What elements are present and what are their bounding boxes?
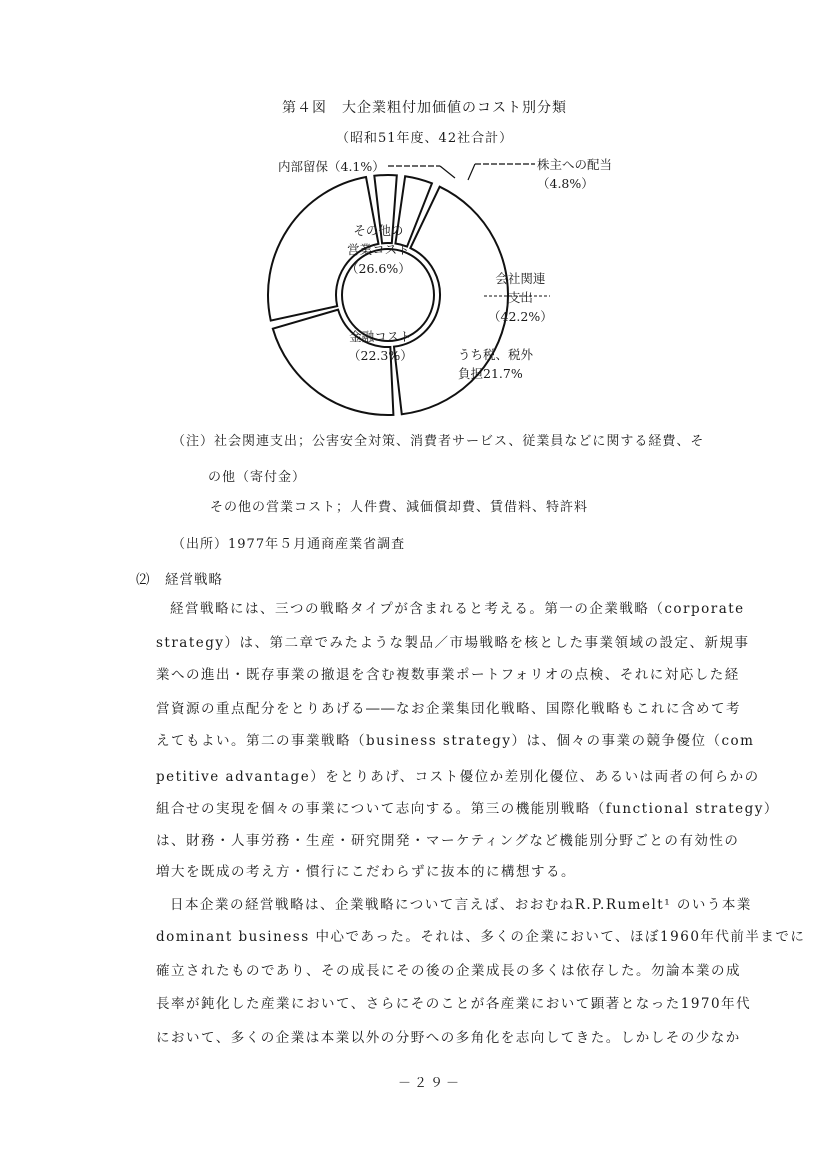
body-line: petitive advantage）をとりあげ、コスト優位か差別化優位、あるいは両者の何らかの bbox=[156, 769, 760, 785]
label-tax-annotation: うち税、税外 負担21.7% bbox=[458, 347, 534, 381]
body-line: 日本企業の経営戦略は、企業戦略について言えば、おおむねR.P.Rumelt¹ のいう本業 bbox=[170, 897, 752, 913]
body-line: dominant business 中心であった。それは、多くの企業において、ほぼ1960年代前半までに bbox=[156, 929, 806, 945]
body-line: strategy）は、第二章でみたような製品／市場戦略を核とした事業領域の設定、新規事 bbox=[156, 635, 750, 651]
body-line: 確立されたものであり、その成長にその後の企業成長の多くは依存した。勿論本業の成 bbox=[156, 963, 741, 979]
section-title: 経営戦略 bbox=[165, 572, 223, 588]
label-other-operating: その他の 営業コスト （26.6%） bbox=[346, 223, 411, 276]
figure-title: 第４図 大企業粗付加価値のコスト別分類 bbox=[282, 100, 567, 116]
body-line: 経営戦略には、三つの戦略タイプが含まれると考える。第一の企業戦略（corporate bbox=[170, 601, 745, 617]
leader-line-retained-tail bbox=[440, 166, 455, 178]
section-number: ⑵ bbox=[136, 572, 151, 588]
body-line: 増大を既成の考え方・慣行にこだわらずに抜本的に構想する。 bbox=[156, 864, 576, 880]
body-line: は、財務・人事労務・生産・研究開発・マーケティングなど機能別分野ごとの有効性の bbox=[156, 833, 740, 849]
note-social-line2: の他（寄付金） bbox=[208, 470, 307, 485]
page-number: －２９－ bbox=[398, 1076, 463, 1091]
figure-subtitle: （昭和51年度、42社合計） bbox=[336, 131, 514, 146]
body-line: 組合せの実現を個々の事業について志向する。第三の機能別戦略（functional strategy） bbox=[156, 801, 779, 817]
label-dividend: 株主への配当 （4.8%） bbox=[537, 157, 613, 191]
leader-line-dividend-tail bbox=[468, 164, 475, 180]
body-line: えてもよい。第二の事業戦略（business strategy）は、個々の事業の競争優位（com bbox=[156, 733, 755, 749]
body-line: 業への進出・既存事業の撤退を含む複数事業ポートフォリオの点検、それに対応した経 bbox=[156, 667, 740, 683]
body-line: において、多くの企業は本業以外の分野への多角化を志向してきた。しかしその少なか bbox=[156, 1030, 741, 1046]
note-other-operating: その他の営業コスト；人件費、減価償却費、賃借料、特許料 bbox=[210, 500, 589, 515]
cost-donut-chart bbox=[0, 0, 827, 420]
body-line: 長率が鈍化した産業において、さらにそのことが各産業において顕著となった1970年代 bbox=[156, 996, 752, 1012]
label-social-expenditure: 会社関連 支出 （42.2%） bbox=[488, 271, 553, 324]
body-line: 営資源の重点配分をとりあげる――なお企業集団化戦略、国際化戦略もこれに含めて考 bbox=[156, 701, 741, 717]
note-social-line1: （注）社会関連支出；公害安全対策、消費者サービス、従業員などに関する経費、そ bbox=[172, 434, 705, 449]
label-financial-cost: 金融コスト （22.3%） bbox=[348, 329, 413, 363]
source-note: （出所）1977年５月通商産業省調査 bbox=[172, 537, 406, 552]
label-retained-earnings: 内部留保（4.1%） bbox=[278, 159, 385, 174]
